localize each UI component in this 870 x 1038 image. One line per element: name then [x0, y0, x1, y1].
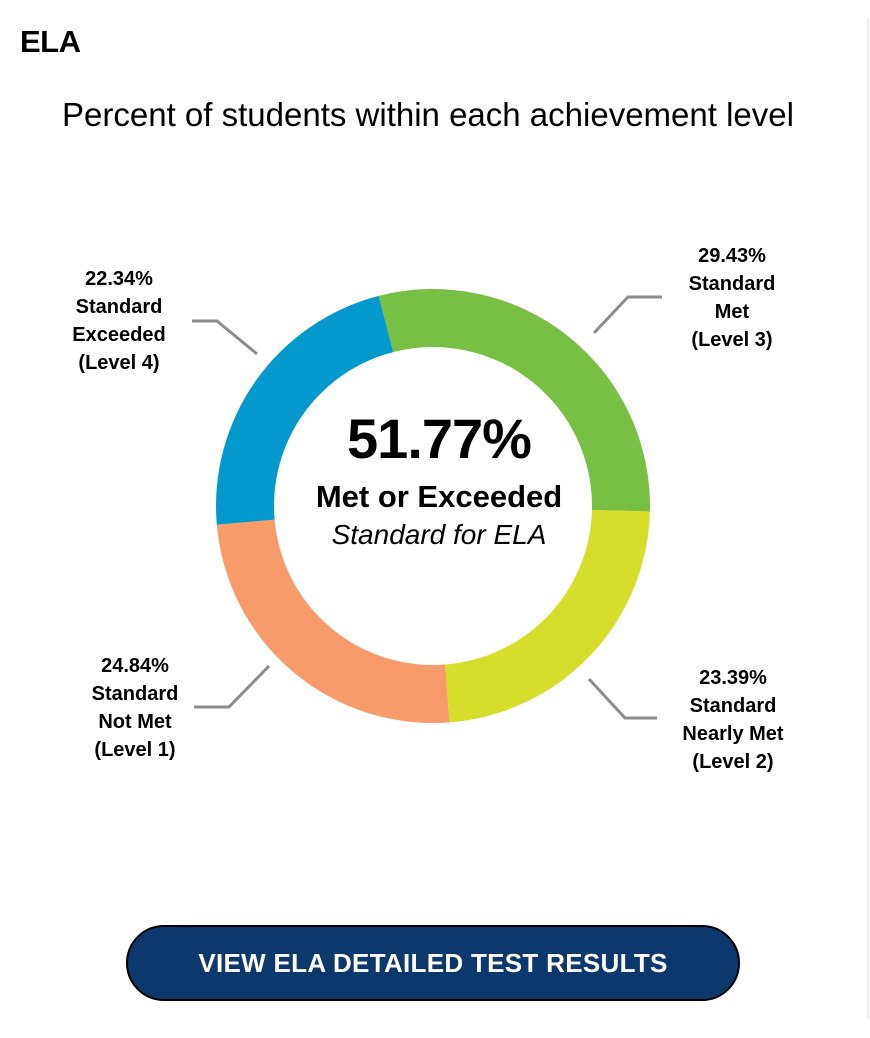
slice-value: 22.34%: [85, 268, 153, 290]
slice-name-line: (Level 3): [691, 329, 773, 351]
slice-value: 29.43%: [698, 245, 766, 267]
leader-line-level2: [589, 679, 657, 718]
slice-name-line: (Level 1): [94, 739, 176, 761]
slice-name-line: Standard: [91, 683, 179, 705]
slice-name-line: (Level 2): [692, 751, 774, 773]
slice-label-level4: [34, 265, 204, 377]
slice-name-line: Nearly Met: [682, 723, 784, 745]
slice-name-line: Standard: [689, 695, 777, 717]
center-percentage: 51.77%: [347, 407, 531, 470]
slice-label-level2: [648, 664, 818, 776]
slice-name-line: Exceeded: [72, 324, 166, 346]
slice-name-line: (Level 4): [78, 352, 160, 374]
slice-value: 23.39%: [699, 667, 767, 689]
slice-name-line: Standard: [688, 273, 776, 295]
center-metric: Met or Exceeded: [315, 479, 563, 514]
slice-value: 24.84%: [101, 655, 169, 677]
center-subtext: Standard for ELA: [331, 519, 547, 550]
chart-title: Percent of students within each achievement level: [62, 96, 794, 133]
donut-center-label: [313, 402, 565, 552]
slice-name-line: Not Met: [98, 711, 172, 733]
section-title: ELA: [20, 24, 81, 59]
slice-name-line: Standard: [75, 296, 163, 318]
view-ela-detailed-results-button[interactable]: VIEW ELA DETAILED TEST RESULTS: [126, 925, 740, 1001]
slice-name-line: Met: [714, 301, 750, 323]
slice-label-level3: [647, 242, 817, 354]
slice-label-level1: [50, 652, 220, 764]
